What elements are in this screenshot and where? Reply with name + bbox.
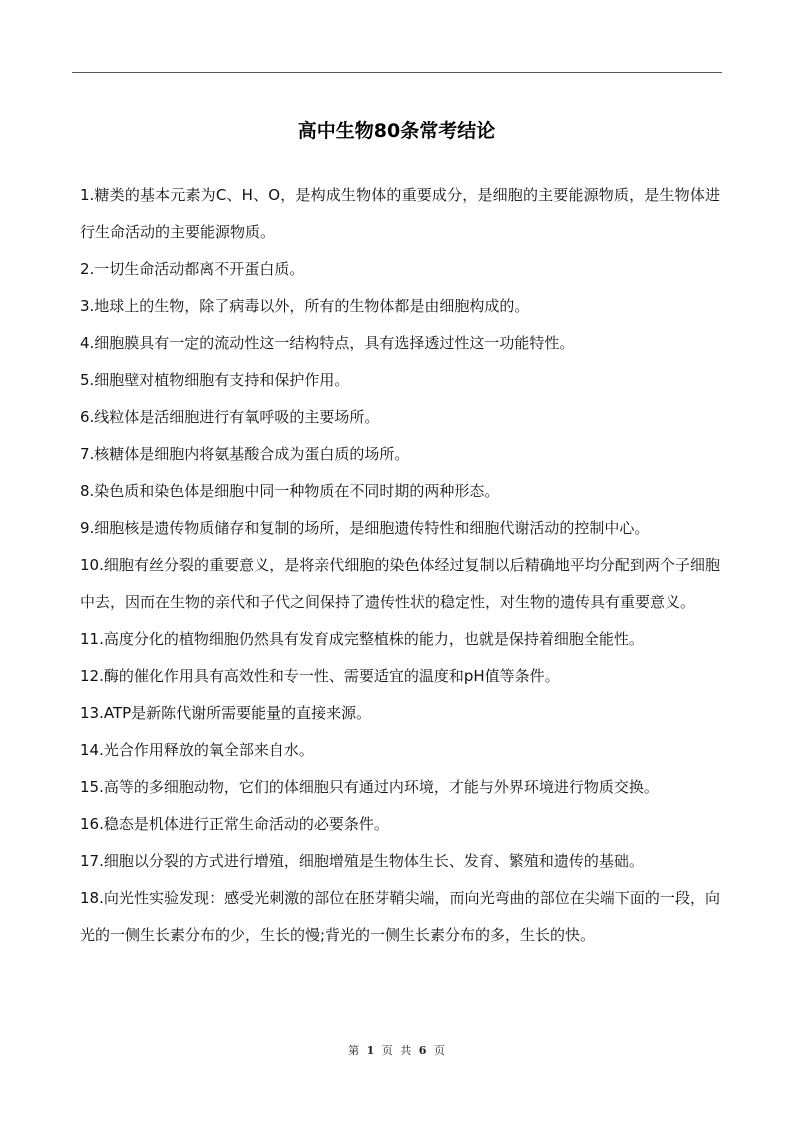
list-item: 6.线粒体是活细胞进行有氧呼吸的主要场所。 [80, 408, 380, 426]
header-rule [72, 72, 722, 73]
list-item: 5.细胞壁对植物细胞有支持和保护作用。 [80, 371, 350, 389]
list-item: 9.细胞核是遗传物质储存和复制的场所，是细胞遗传特性和细胞代谢活动的控制中心。 [80, 519, 650, 537]
document-body [80, 177, 720, 954]
list-item: 13.ATP是新陈代谢所需要能量的直接来源。 [80, 704, 372, 722]
current-page-number: 1 [366, 1044, 375, 1057]
list-item: 10.细胞有丝分裂的重要意义，是将亲代细胞的染色体经过复制以后精确地平均分配到两个子细胞中去，因而在生物的亲代和子代之间保持了遗传性状的稳定性，对生物的遗传具有重要意义。 [80, 556, 720, 611]
list-item: 14.光合作用释放的氧全部来自水。 [80, 741, 314, 759]
document-title: 高中生物80条常考结论 [297, 120, 496, 142]
footer-prefix: 第 [348, 1044, 360, 1057]
list-item: 12.酶的催化作用具有高效性和专一性、需要适宜的温度和pH值等条件。 [80, 667, 560, 685]
total-page-count: 6 [418, 1044, 427, 1057]
list-item: 3.地球上的生物，除了病毒以外，所有的生物体都是由细胞构成的。 [80, 297, 530, 315]
footer-suffix: 页 [433, 1044, 445, 1057]
list-item: 17.细胞以分裂的方式进行增殖，细胞增殖是生物体生长、发育、繁殖和遗传的基础。 [80, 852, 644, 870]
list-item: 15.高等的多细胞动物，它们的体细胞只有通过内环境，才能与外界环境进行物质交换。 [80, 778, 659, 796]
list-item: 7.核糖体是细胞内将氨基酸合成为蛋白质的场所。 [80, 445, 410, 463]
list-item: 8.染色质和染色体是细胞中同一种物质在不同时期的两种形态。 [80, 482, 500, 500]
list-item: 16.稳态是机体进行正常生命活动的必要条件。 [80, 815, 389, 833]
list-item: 18.向光性实验发现：感受光刺激的部位在胚芽鞘尖端，而向光弯曲的部位在尖端下面的一段，向光的一侧生长素分布的少，生长的慢;背光的一侧生长素分布的多，生长的快。 [80, 889, 720, 944]
list-item: 2.一切生命活动都离不开蛋白质。 [80, 260, 305, 278]
footer-middle: 页 共 [381, 1044, 412, 1057]
page-footer [0, 1042, 793, 1058]
list-item: 1.糖类的基本元素为C、H、O，是构成生物体的重要成分，是细胞的主要能源物质，是生物体进行生命活动的主要能源物质。 [80, 186, 720, 241]
list-item: 4.细胞膜具有一定的流动性这一结构特点，具有选择透过性这一功能特性。 [80, 334, 575, 352]
list-item: 11.高度分化的植物细胞仍然具有发育成完整植株的能力，也就是保持着细胞全能性。 [80, 630, 644, 648]
